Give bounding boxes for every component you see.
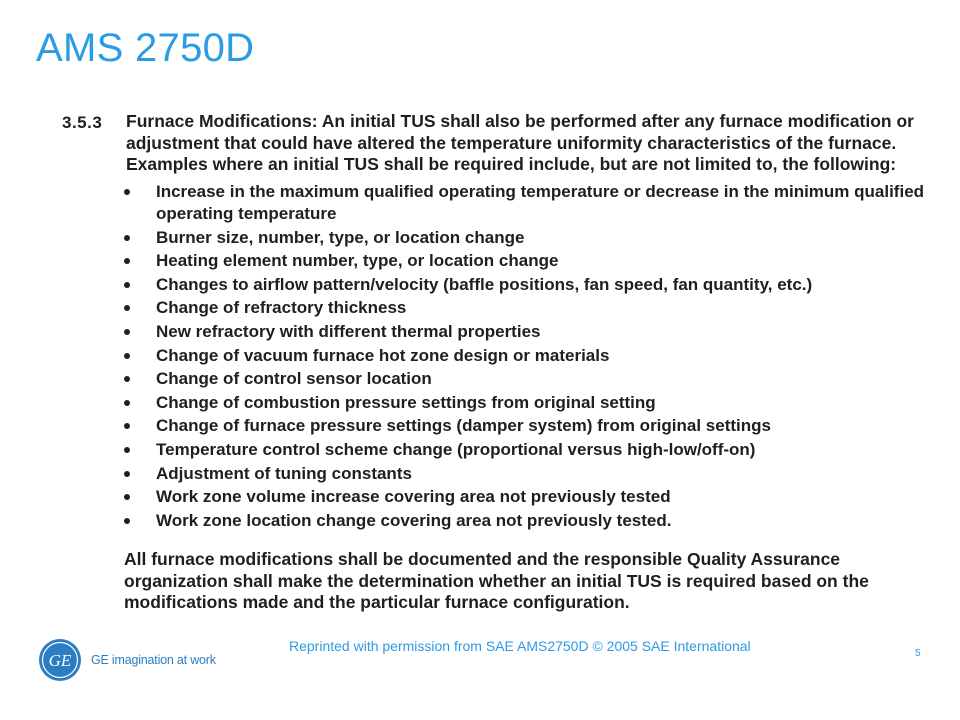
list-item-text: Work zone location change covering area not previously tested.: [156, 510, 672, 530]
closing-paragraph: All furnace modifications shall be documented and the responsible Quality Assurance organization shall make the determination whether an initial TUS is required based on the modifications made and the particular furnace configuration.: [124, 549, 869, 612]
bullet-icon: [124, 447, 130, 453]
bullet-icon: [124, 471, 130, 477]
page-number: 5: [915, 648, 921, 659]
list-item: [118, 486, 948, 508]
list-item-text: Changes to airflow pattern/velocity (baffle positions, fan speed, fan quantity, etc.): [156, 274, 813, 294]
list-item: [118, 463, 948, 485]
bullet-icon: [124, 494, 130, 500]
ge-logo-icon: [38, 638, 82, 682]
list-item-text: Burner size, number, type, or location change: [156, 227, 525, 247]
bullet-icon: [124, 353, 130, 359]
bullet-icon: [124, 258, 130, 264]
tagline: GE imagination at work: [91, 653, 216, 667]
intro-paragraph: Furnace Modifications: An initial TUS shall also be performed after any furnace modification or adjustment that could have altered the temperature uniformity characteristics of the furnace. Examples where an initial TUS shall be required include, but are not limited to, the following:: [126, 111, 914, 174]
bullet-icon: [124, 518, 130, 524]
list-item-text: Change of refractory thickness: [156, 298, 407, 318]
list-item-text: Change of combustion pressure settings from original setting: [156, 392, 656, 412]
ge-logo-text: GE: [48, 651, 72, 670]
list-item-text: Work zone volume increase covering area not previously tested: [156, 487, 671, 507]
bullet-icon: [124, 423, 130, 429]
bullet-icon: [124, 282, 130, 288]
list-item: [118, 392, 948, 414]
list-item: [118, 345, 948, 367]
list-item-text: Change of furnace pressure settings (damper system) from original settings: [156, 416, 771, 436]
bullet-icon: [124, 376, 130, 382]
bullet-icon: [124, 305, 130, 311]
list-item-text: Heating element number, type, or location change: [156, 251, 559, 271]
list-item-text: Increase in the maximum qualified operating temperature or decrease in the minimum qualified operating temperature: [156, 182, 925, 223]
bullet-icon: [124, 235, 130, 241]
section-number: 3.5.3: [62, 113, 103, 132]
list-item: [118, 415, 948, 437]
list-item-text: Change of vacuum furnace hot zone design or materials: [156, 345, 610, 365]
list-item-text: Change of control sensor location: [156, 369, 432, 389]
list-item-text: Temperature control scheme change (proportional versus high-low/off-on): [156, 439, 756, 459]
list-item: [118, 439, 948, 461]
bullet-icon: [124, 400, 130, 406]
modification-list: [118, 181, 948, 533]
list-item: [118, 297, 948, 319]
copyright-credit: Reprinted with permission from SAE AMS2750D © 2005 SAE International: [289, 638, 751, 654]
bullet-icon: [124, 189, 130, 195]
list-item: [118, 227, 948, 249]
list-item: [118, 368, 948, 390]
list-item: [118, 321, 948, 343]
list-item: [118, 274, 948, 296]
footer: [0, 628, 960, 700]
list-item-text: Adjustment of tuning constants: [156, 463, 412, 483]
list-item: [118, 181, 948, 225]
list-item-text: New refractory with different thermal properties: [156, 321, 541, 341]
list-item: [118, 250, 948, 272]
slide-title: AMS 2750D: [36, 26, 255, 70]
bullet-icon: [124, 329, 130, 335]
list-item: [118, 510, 948, 532]
